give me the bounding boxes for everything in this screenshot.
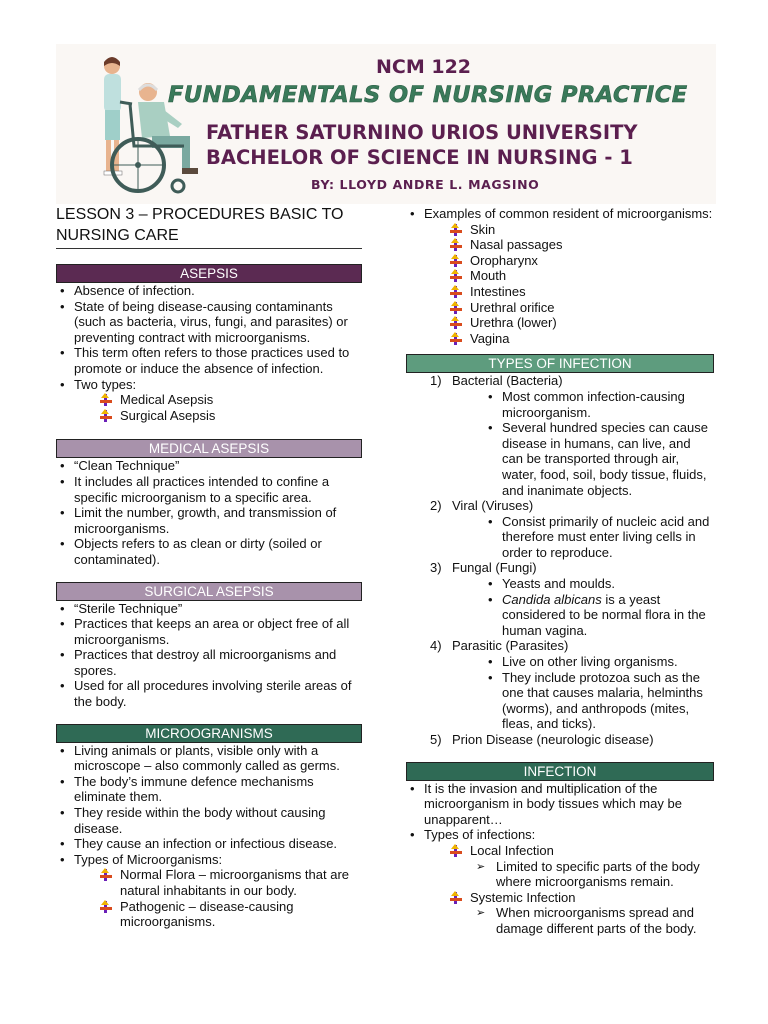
list-item: • They reside within the body without causing disease.: [56, 805, 362, 836]
list-item: ➢ Limited to specific parts of the body where microorganisms remain.: [474, 859, 714, 890]
sub-list: [484, 654, 714, 732]
list-item: • “Clean Technique”: [56, 458, 362, 474]
arrow-bullet-icon: [450, 239, 462, 251]
list-item: • Types of Microorganisms:: [56, 852, 362, 868]
list-item: • It is the invasion and multiplication of the microorganism in body tissues which may be unapparent…: [406, 781, 714, 828]
list-item: • Used for all procedures involving sterile areas of the body.: [56, 678, 362, 709]
list-item: [100, 392, 362, 408]
list-item: [100, 867, 362, 898]
list-item: • Yeasts and moulds.: [484, 576, 714, 592]
list-item: • State of being disease-causing contaminants (such as bacteria, virus, fungi, and parasites) or preventing contract with microorganisms.: [56, 299, 362, 346]
resident-label: Vagina: [470, 330, 510, 346]
list-item: [430, 560, 714, 638]
arrow-bullet-icon: [450, 255, 462, 267]
lesson-title: LESSON 3 – PROCEDURES BASIC TO NURSING CARE: [56, 204, 362, 249]
point-text: is a yeast considered to be normal flora in the human vagina.: [502, 591, 706, 638]
arrow-bullet-icon: [450, 302, 462, 314]
infection-heading: INFECTION: [406, 762, 714, 781]
university-line: FATHER SATURNINO URIOS UNIVERSITY: [206, 121, 638, 144]
asepsis-list: [56, 283, 362, 392]
list-item: • Consist primarily of nucleic acid and therefore must enter living cells in order to reproduce.: [484, 514, 714, 561]
list-item: • Types of infections:: [406, 827, 714, 843]
infection-list: [406, 781, 714, 843]
list-item: • Objects refers to as clean or dirty (soiled or contaminated).: [56, 536, 362, 567]
microorganisms-list: [56, 743, 362, 868]
arrow-bullet-icon: [450, 333, 462, 345]
list-item: [450, 268, 714, 284]
resident-label: Urethral orifice: [470, 299, 555, 315]
list-item: • It includes all practices intended to confine a specific microorganism to a specific area.: [56, 474, 362, 505]
list-item: • Living animals or plants, visible only with a microscope – also commonly called as germs.: [56, 743, 362, 774]
list-item: [100, 899, 362, 930]
resident-label: Urethra (lower): [470, 315, 557, 331]
list-item: [450, 284, 714, 300]
surgical-asepsis-list: [56, 601, 362, 710]
subject-title: FUNDAMENTALS OF NURSING PRACTICE: [168, 82, 688, 108]
list-item: [430, 373, 714, 498]
list-item: [450, 843, 714, 859]
medical-asepsis-list: [56, 458, 362, 567]
asepsis-heading: ASEPSIS: [56, 264, 362, 283]
infection-types: [406, 843, 714, 859]
infection-types-list: [406, 373, 714, 747]
item-number: 3): [430, 560, 442, 576]
resident-intro: [406, 206, 714, 222]
list-item: [450, 237, 714, 253]
type-label: Local Infection: [470, 842, 554, 858]
microorganism-types: [56, 867, 362, 929]
item-number: 4): [430, 638, 442, 654]
resident-label: Nasal passages: [470, 237, 563, 253]
right-column: [406, 206, 714, 937]
list-item: [100, 408, 362, 424]
list-item: [450, 331, 714, 347]
list-item: • Practices that keeps an area or object free of all microorganisms.: [56, 616, 362, 647]
course-code: NCM 122: [376, 56, 472, 78]
list-item: • Several hundred species can cause disease in humans, can live, and can be transported through air, water, food, soil, body tissue, fluids, and inanimate objects.: [484, 420, 714, 498]
list-item: [430, 638, 714, 732]
list-item: • “Sterile Technique”: [56, 601, 362, 617]
list-item: • The body’s immune defence mechanisms eliminate them.: [56, 774, 362, 805]
item-label: Bacterial (Bacteria): [452, 373, 563, 389]
resident-label: Intestines: [470, 283, 526, 299]
university-name: [206, 120, 638, 170]
item-number: 5): [430, 732, 442, 747]
italic-term: Candida albicans: [502, 591, 602, 607]
list-item: [430, 498, 714, 560]
sub-list: [484, 389, 714, 498]
arrow-bullet-icon: [450, 286, 462, 298]
author-line: BY: LLOYD ANDRE L. MAGSINO: [311, 177, 540, 192]
sub-list: [484, 514, 714, 561]
list-item: [450, 253, 714, 269]
arrow-bullet-icon: [100, 869, 112, 881]
left-column: [56, 204, 362, 930]
type-term: Normal Flora: [120, 867, 196, 883]
list-item: • Most common infection-causing microorganism.: [484, 389, 714, 420]
list-item: • Examples of common resident of microorganisms:: [406, 206, 714, 222]
list-item: [450, 890, 714, 906]
type-term: Pathogenic: [120, 898, 186, 914]
arrow-bullet-icon: [450, 317, 462, 329]
resident-label: Oropharynx: [470, 252, 538, 268]
arrow-bullet-icon: [100, 394, 112, 406]
resident-label: Mouth: [470, 268, 507, 284]
item-label: Viral (Viruses): [452, 498, 534, 514]
types-of-infection-heading: TYPES OF INFECTION: [406, 354, 714, 373]
list-item: • Practices that destroy all microorganisms and spores.: [56, 647, 362, 678]
item-number: 2): [430, 498, 442, 514]
arrow-bullet-icon: [450, 845, 462, 857]
list-item: • They cause an infection or infectious disease.: [56, 836, 362, 852]
list-item: [450, 222, 714, 238]
medical-asepsis-heading: MEDICAL ASEPSIS: [56, 439, 362, 458]
infection-types: [406, 890, 714, 906]
list-item: • Live on other living organisms.: [484, 654, 714, 670]
list-item: [450, 315, 714, 331]
item-label: Prion Disease (neurologic disease): [452, 732, 654, 747]
asepsis-types: [56, 392, 362, 423]
arrow-bullet-icon: [450, 270, 462, 282]
item-label: Parasitic (Parasites): [452, 638, 569, 654]
local-desc-list: [406, 859, 714, 890]
microorganisms-heading: MICROOGRANISMS: [56, 724, 362, 743]
systemic-desc-list: [406, 905, 714, 936]
arrow-bullet-icon: [450, 892, 462, 904]
surgical-asepsis-heading: SURGICAL ASEPSIS: [56, 582, 362, 601]
list-item: • This term often refers to those practices used to promote or induce the absence of infection.: [56, 345, 362, 376]
type-label: Systemic Infection: [470, 889, 576, 905]
type-desc: – disease-causing microorganisms.: [120, 898, 294, 930]
sub-list: [484, 576, 714, 638]
item-label: Fungal (Fungi): [452, 560, 537, 576]
list-item: • Limit the number, growth, and transmission of microorganisms.: [56, 505, 362, 536]
list-item: [450, 300, 714, 316]
arrow-bullet-icon: [100, 901, 112, 913]
item-number: 1): [430, 373, 442, 389]
list-item: ➢ When microorganisms spread and damage different parts of the body.: [474, 905, 714, 936]
list-item: • Two types:: [56, 377, 362, 393]
arrow-bullet-icon: [450, 224, 462, 236]
arrow-bullet-icon: [100, 410, 112, 422]
type-desc: – microorganisms that are natural inhabitants in our body.: [120, 867, 350, 898]
nurse-wheelchair-illustration: [90, 50, 220, 200]
resident-list: [406, 222, 714, 347]
type-label: Medical Asepsis: [120, 392, 214, 408]
header-banner: [56, 44, 716, 204]
list-item: • They include protozoa such as the one that causes malaria, helminths (worms), and anthropods (mites, fleas, and ticks).: [484, 670, 714, 732]
resident-label: Skin: [470, 221, 496, 237]
type-label: Surgical Asepsis: [120, 407, 216, 423]
list-item: • Absence of infection.: [56, 283, 362, 299]
list-item: [430, 732, 714, 748]
list-item: [484, 592, 714, 639]
program-line: BACHELOR OF SCIENCE IN NURSING - 1: [206, 146, 633, 169]
